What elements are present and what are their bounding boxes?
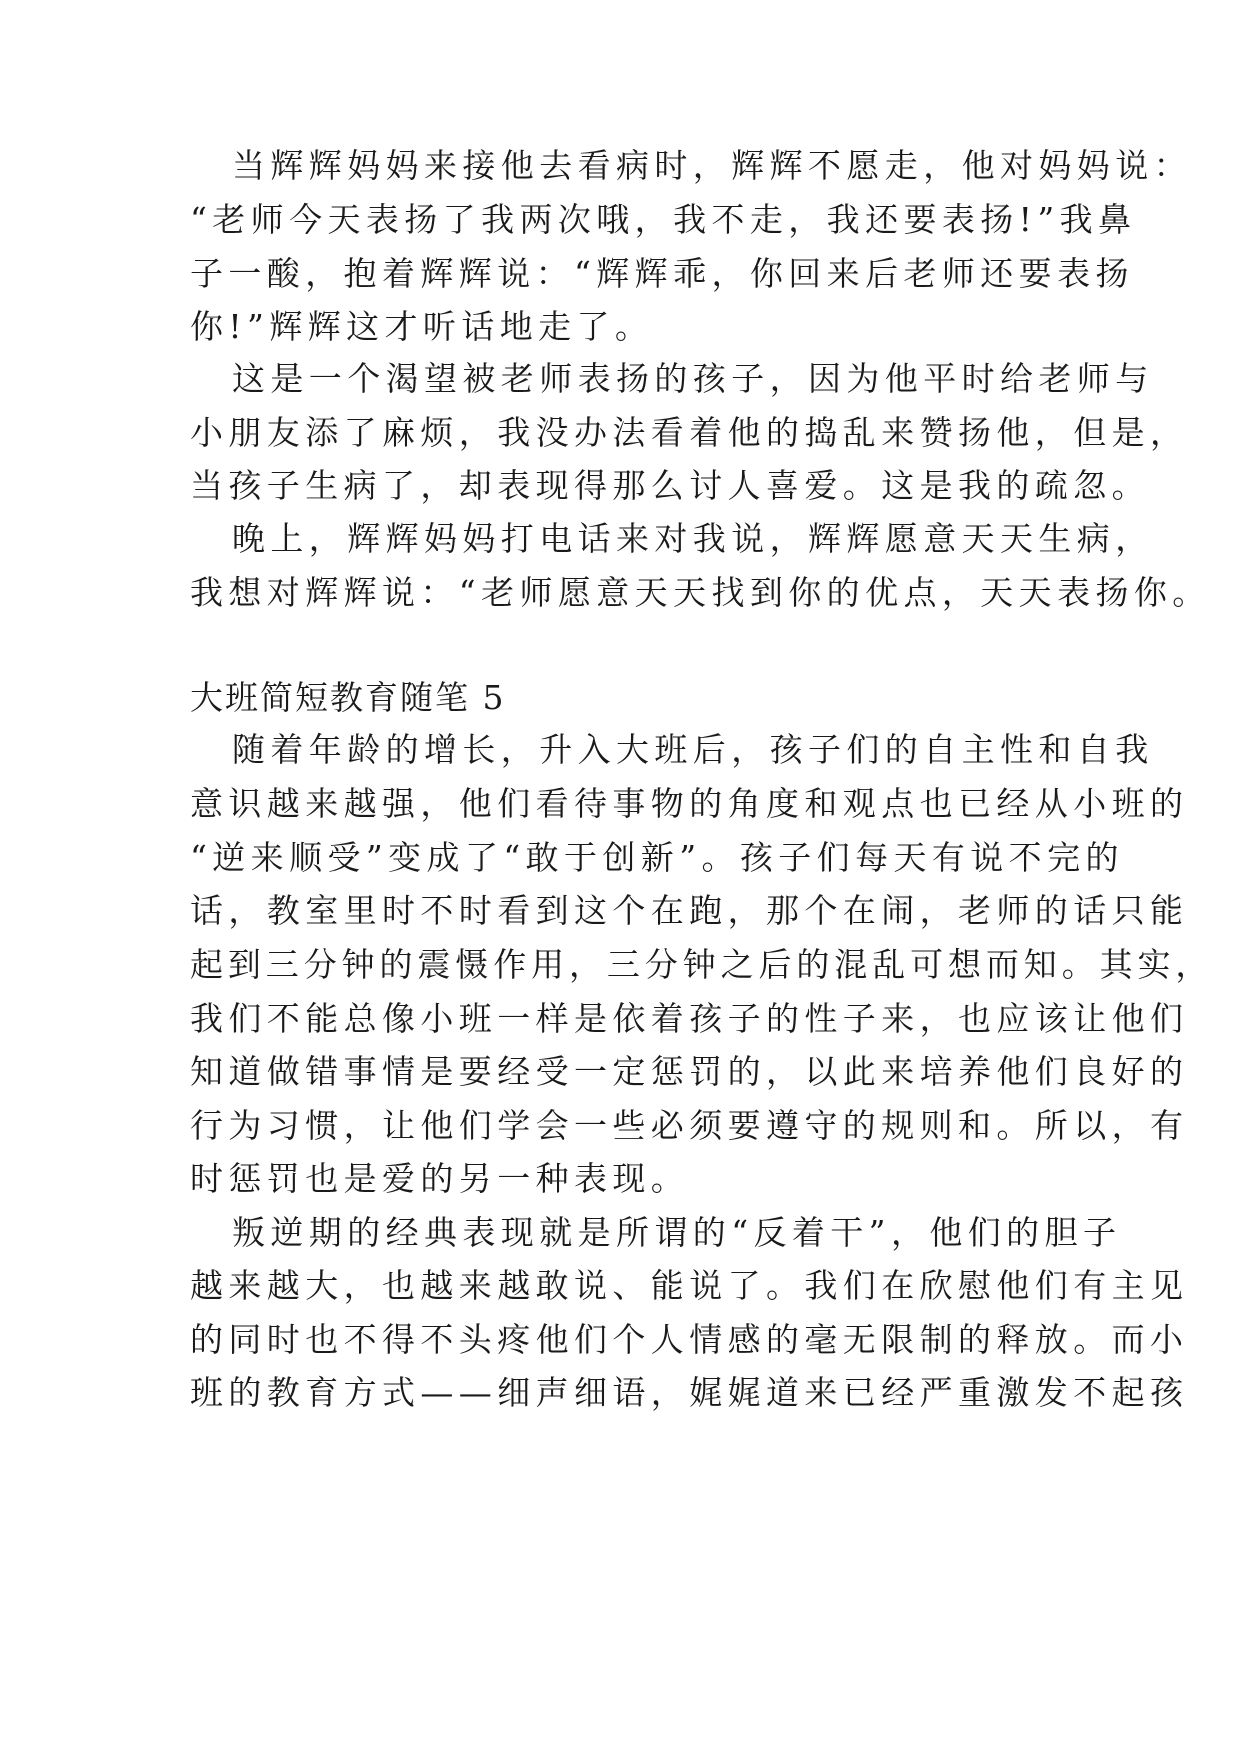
paragraph-5-line-1: 叛逆期的经典表现就是所谓的“反着干”，他们的胆子	[232, 1213, 1122, 1252]
paragraph-5-line-4: 班的教育方式——细声细语，娓娓道来已经严重激发不起孩	[190, 1373, 1189, 1412]
paragraph-4-line-1: 随着年龄的增长，升入大班后，孩子们的自主性和自我	[232, 730, 1154, 769]
paragraph-4-line-2: 意识越来越强，他们看待事物的角度和观点也已经从小班的	[190, 784, 1189, 823]
paragraph-2-line-1: 这是一个渴望被老师表扬的孩子，因为他平时给老师与	[232, 359, 1154, 398]
paragraph-4-line-8: 行为习惯，让他们学会一些必须要遵守的规则和。所以，有	[190, 1106, 1189, 1145]
paragraph-5-line-2: 越来越大，也越来越敢说、能说了。我们在欣慰他们有主见	[190, 1266, 1189, 1305]
paragraph-4-line-7: 知道做错事情是要经受一定惩罚的，以此来培养他们良好的	[190, 1052, 1189, 1091]
paragraph-1-line-3: 子一酸，抱着辉辉说：“辉辉乖，你回来后老师还要表扬	[190, 254, 1134, 293]
paragraph-1-line-1: 当辉辉妈妈来接他去看病时，辉辉不愿走，他对妈妈说：	[232, 146, 1192, 185]
paragraph-2-line-2: 小朋友添了麻烦，我没办法看着他的捣乱来赞扬他，但是，	[190, 413, 1189, 452]
paragraph-3-line-1: 晚上，辉辉妈妈打电话来对我说，辉辉愿意天天生病，	[232, 519, 1154, 558]
paragraph-3-line-2: 我想对辉辉说：“老师愿意天天找到你的优点，天天表扬你。	[190, 573, 1211, 612]
paragraph-5-line-3: 的同时也不得不头疼他们个人情感的毫无限制的释放。而小	[190, 1320, 1189, 1359]
paragraph-1-line-2: “老师今天表扬了我两次哦，我不走，我还要表扬!”我鼻	[190, 200, 1137, 239]
section-heading: 大班简短教育随笔 5	[190, 678, 506, 717]
paragraph-4-line-3: “逆来顺受”变成了“敢于创新”。孩子们每天有说不完的	[190, 838, 1124, 877]
paragraph-1-line-4: 你!”辉辉这才听话地走了。	[190, 307, 654, 346]
paragraph-4-line-5: 起到三分钟的震慑作用，三分钟之后的混乱可想而知。其实，	[190, 945, 1214, 984]
paragraph-4-line-9: 时惩罚也是爱的另一种表现。	[190, 1159, 690, 1198]
paragraph-2-line-3: 当孩子生病了，却表现得那么讨人喜爱。这是我的疏忽。	[190, 466, 1150, 505]
paragraph-4-line-4: 话，教室里时不时看到这个在跑，那个在闹，老师的话只能	[190, 891, 1189, 930]
paragraph-4-line-6: 我们不能总像小班一样是依着孩子的性子来，也应该让他们	[190, 999, 1189, 1038]
